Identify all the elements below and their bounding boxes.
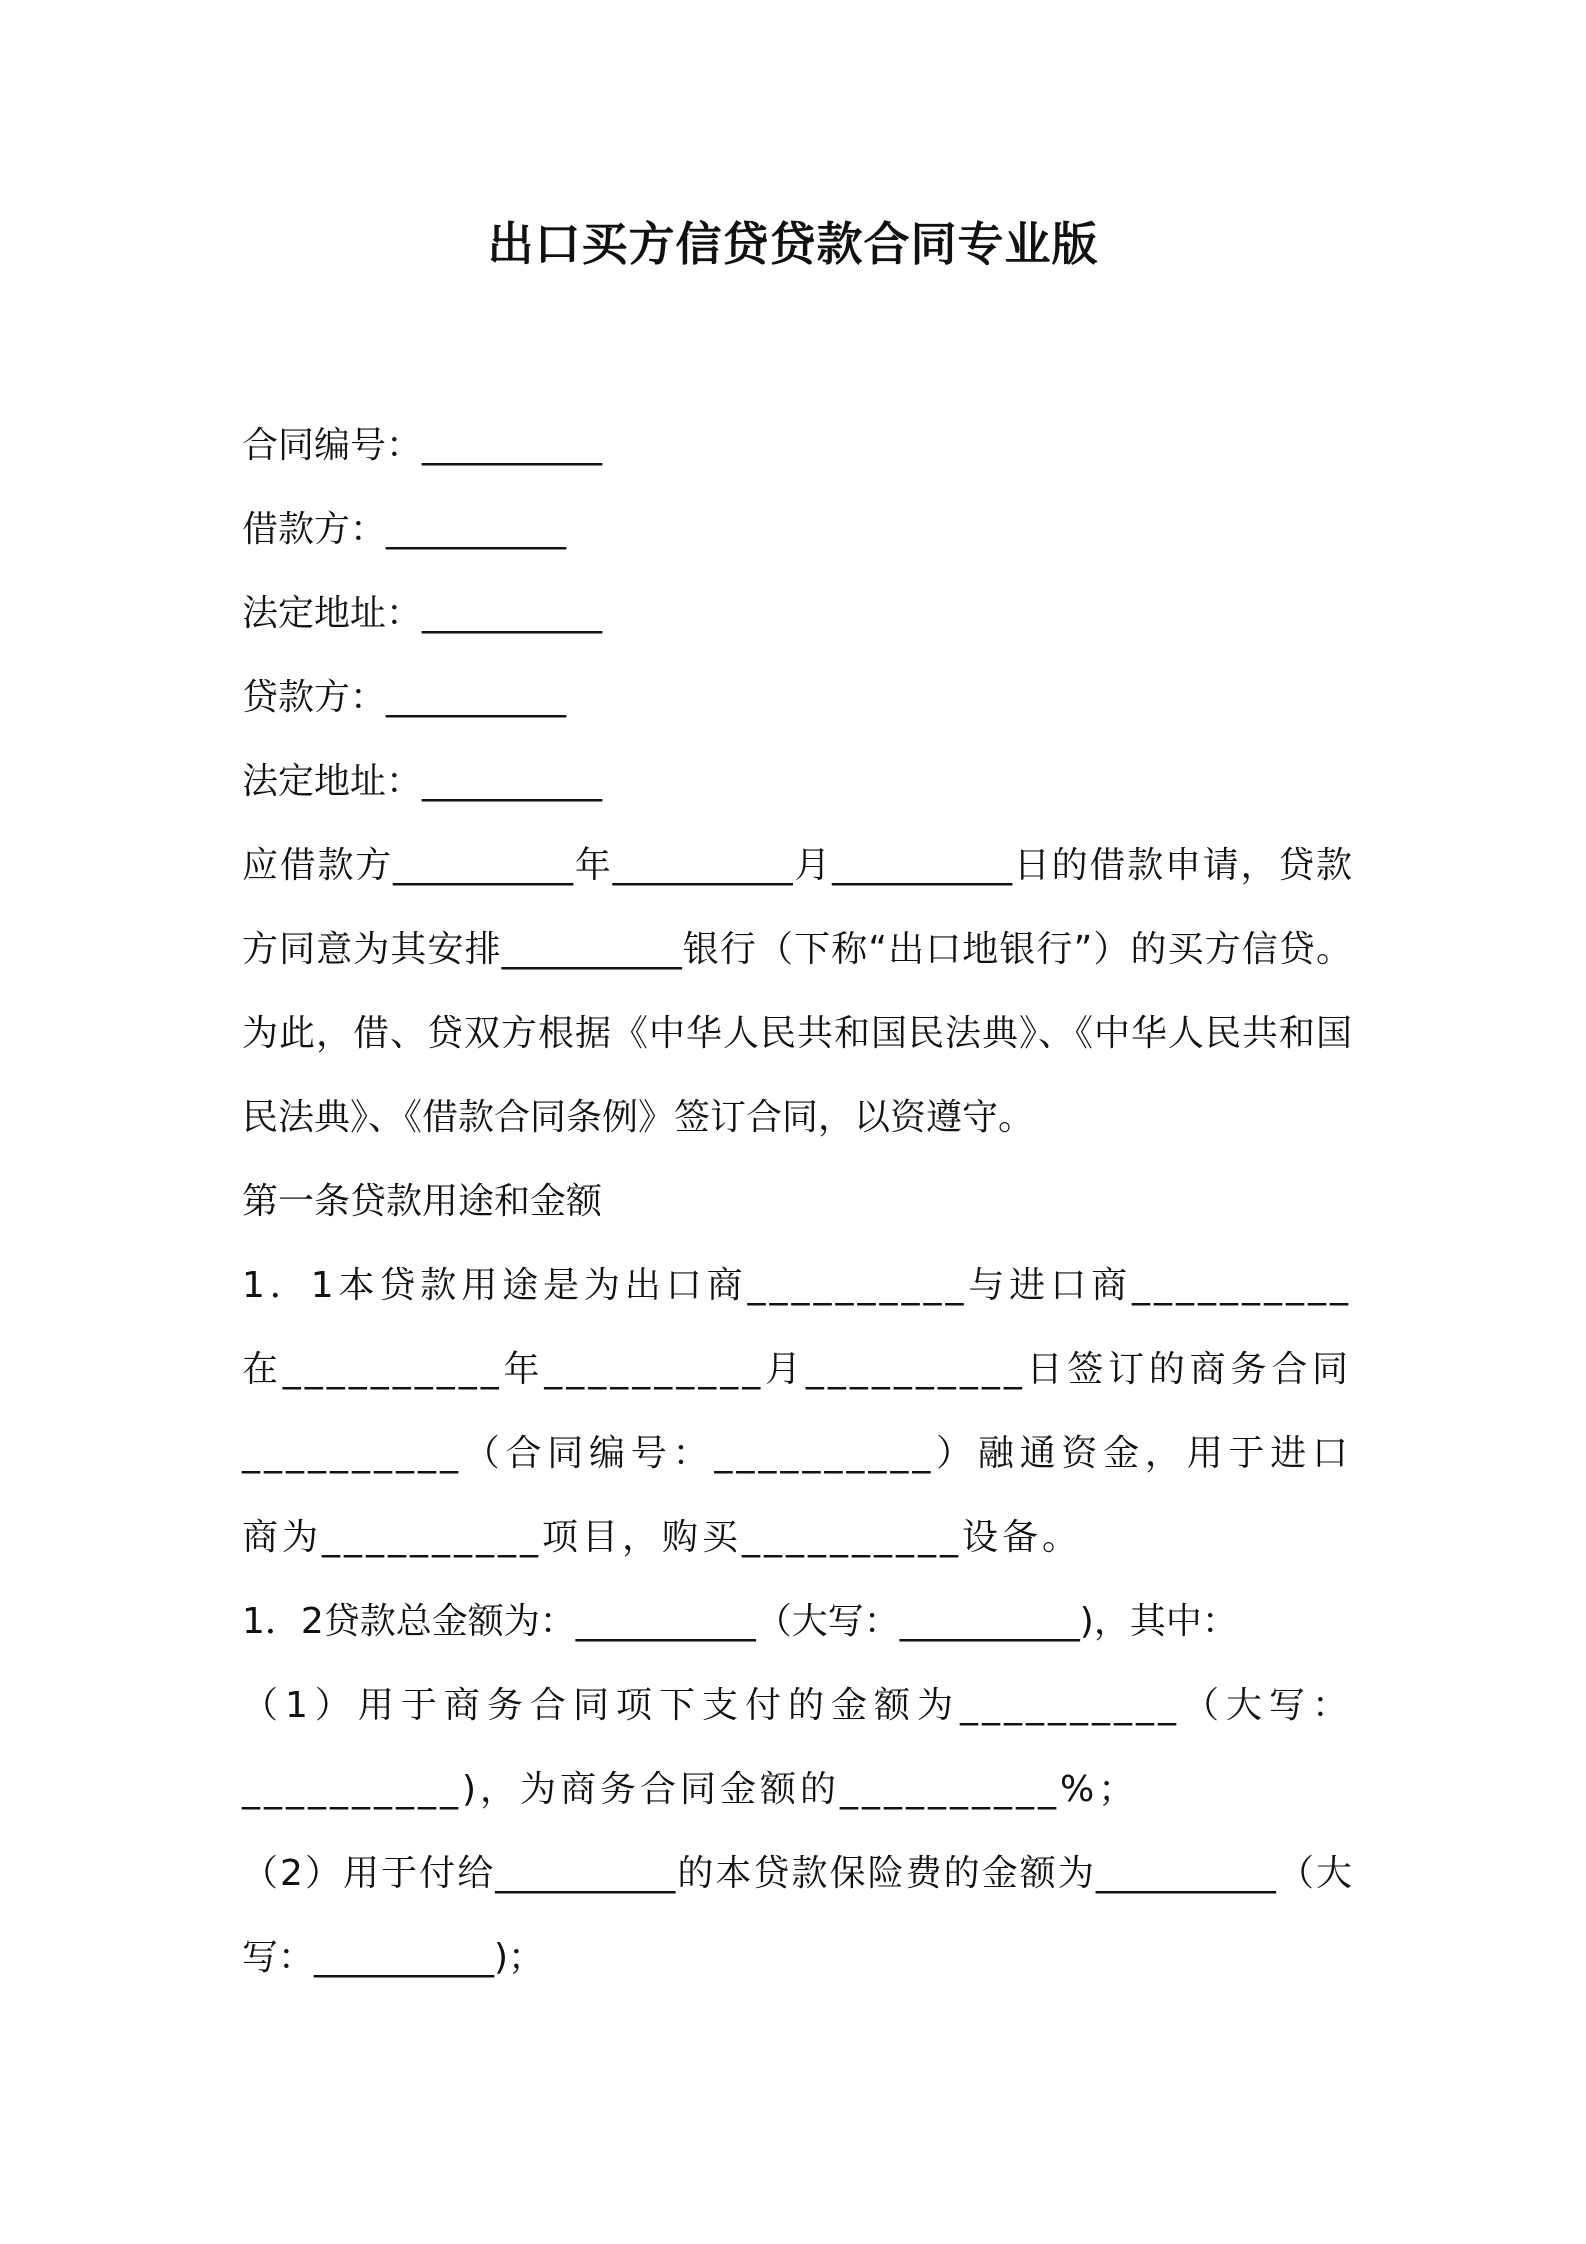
- document-body: [242, 404, 1352, 2000]
- preamble-paragraph: 应借款方__________年__________月__________日的借款申请，贷款方同意为其安排__________银行（下称“出口地银行”）的买方信贷。为此，借、贷双方根据《中华人民共和国民法典》、《中华人民共和国民法典》、《借款合同条例》签订合同，以资遵守。: [242, 845, 1352, 1138]
- contract-number-field: 合同编号：__________: [242, 425, 603, 466]
- clause-1-2-item-2: （2）用于付给__________的本贷款保险费的金额为__________（大写：__________)；: [242, 1853, 1352, 1978]
- clause-1-2: 1．2贷款总金额为：__________（大写：__________)，其中：: [242, 1601, 1238, 1642]
- lender-address-field: 法定地址：__________: [242, 761, 603, 802]
- clause-1-2-item-1: （1）用于商务合同项下支付的金额为__________（大写：__________)，为商务合同金额的__________%；: [242, 1685, 1352, 1810]
- document-title: 出口买方信贷贷款合同专业版: [487, 217, 1099, 271]
- article-1-heading: 第一条贷款用途和金额: [242, 1181, 603, 1222]
- clause-1-1: 1．1本贷款用途是为出口商__________与进口商__________在__________年__________月__________日签订的商务合同__________（合同编号：__________）融通资金，用于进口商为__________项目，购买__________设备。: [242, 1265, 1352, 1558]
- lender-field: 贷款方：__________: [242, 677, 567, 718]
- borrower-address-field: 法定地址：__________: [242, 593, 603, 634]
- borrower-field: 借款方：__________: [242, 509, 567, 550]
